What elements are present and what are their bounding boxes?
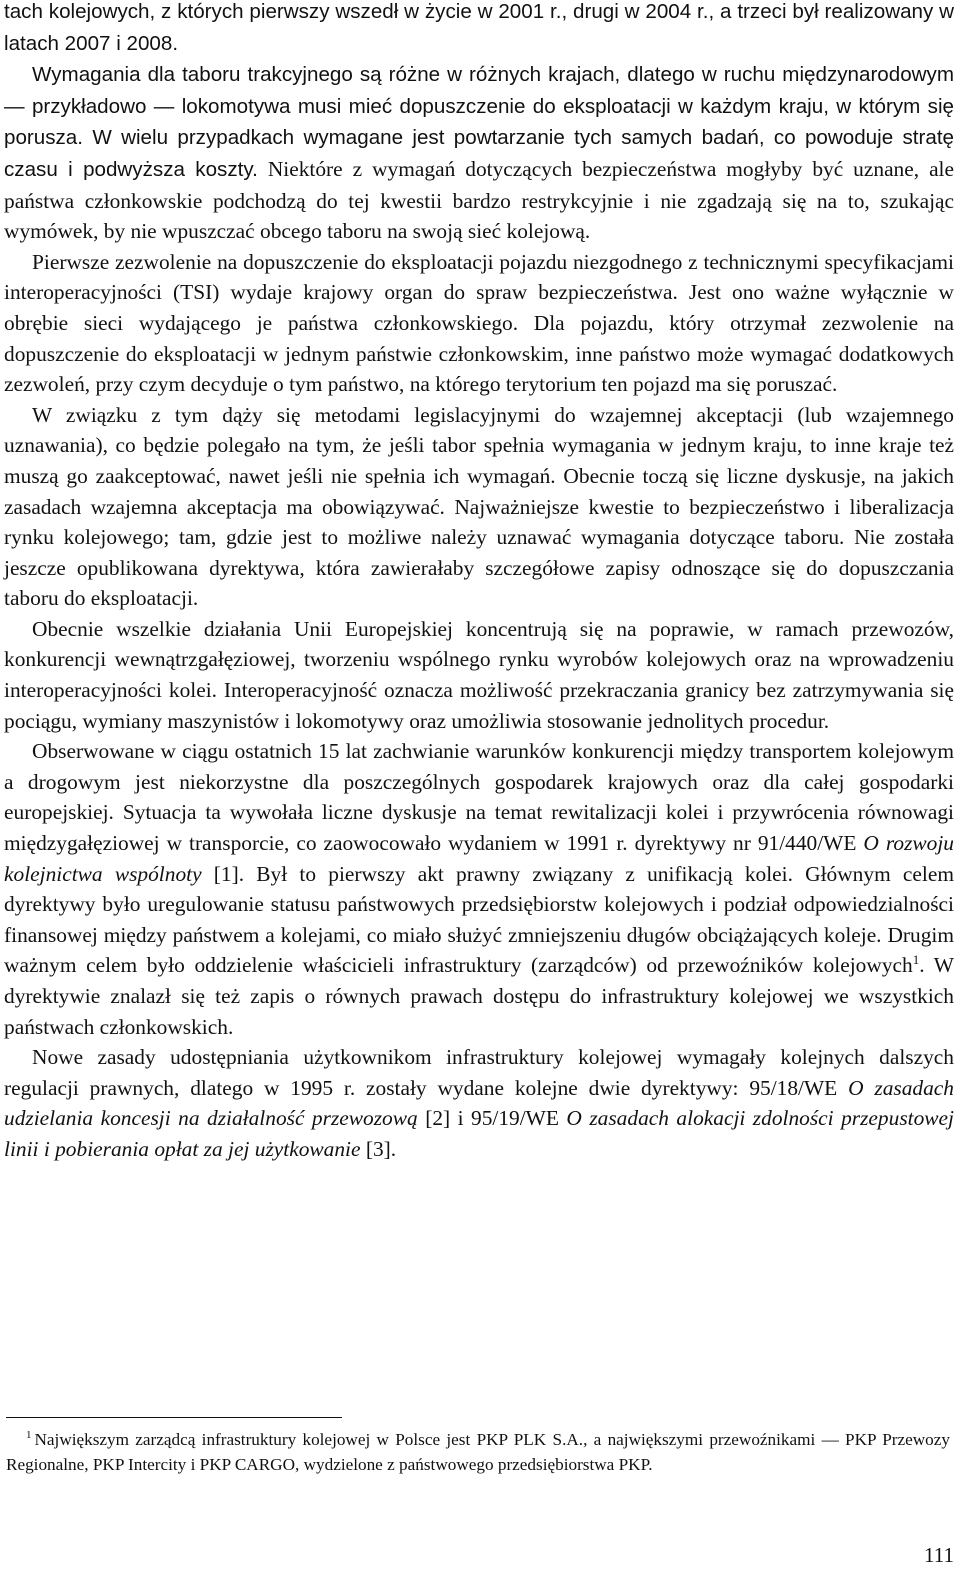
italic-title: O zasadach udzielania koncesji na działalność przewozową bbox=[4, 1075, 955, 1131]
footnote-text: Największym zarządcą infrastruktury kolejowej w Polsce jest PKP PLK S.A., a największymi przewoźnikami — PKP Przewozy Regionalne, PKP Intercity i PKP CARGO, wydzielone z państwowego przedsiębiorstwa PKP. bbox=[6, 1430, 950, 1474]
footnote-reference: 1 bbox=[912, 952, 920, 968]
text-run: tach kolejowych, z których pierwszy wszedł w życie w 2001 r., drugi w 2004 r., a trzeci był realizowany w latach 2007 i 2008. bbox=[4, 0, 954, 55]
text-run: Pierwsze zezwolenie na dopuszczenie do eksploatacji pojazdu niezgodnego z technicznymi specyfikacjami interoperacyjności (TSI) wydaje krajowy organ do spraw bezpieczeństwa. Jest ono ważne wyłącznie w obrębie sieci wydającego je państwa członkowskiego. Dla pojazdu, który otrzymał zezwolenie na dopuszczenie do eksploatacji w jednym państwie członkowskim, inne państwo może wymagać dodatkowych zezwoleń, przy czym decyduje o tym państwo, na którego terytorium ten pojazd ma się poruszać. bbox=[4, 249, 954, 397]
paragraph bbox=[4, 247, 954, 400]
paragraph bbox=[4, 614, 954, 736]
text-run: Wymagania dla taboru trakcyjnego są różne w różnych krajach, dlatego w ruchu międzynarodowym — przykładowo — lokomotywa musi mieć dopuszczenie do eksploatacji w każdym kraju, w którym się porusza. W wielu przypadkach wymagane jest powtarzanie tych samych badań, co powoduje stratę czasu i podwyższa koszty. bbox=[4, 63, 954, 181]
text-run: [1]. Był to pierwszy akt prawny związany z unifikacją kolei. Głównym celem dyrektywy było uregulowanie statusu państwowych przedsiębiorstw kolejowych i podział odpowiedzialności finansowej między państwem a kolejami, co miało służyć zmniejszeniu długów obciążających koleje. Drugim ważnym celem było oddzielenie właścicieli infrastruktury (zarządców) od przewoźników kolejowych bbox=[4, 861, 954, 978]
paragraph bbox=[4, 400, 954, 614]
italic-title: O zasadach alokacji zdolności przepustowej linii i pobierania opłat za jej użytkowanie bbox=[4, 1106, 954, 1161]
body-text bbox=[4, 0, 954, 1165]
paragraph bbox=[4, 59, 954, 247]
text-run: Nowe zasady udostępniania użytkownikom infrastruktury kolejowej wymagały kolejnych dalszych regulacji prawnych, dlatego w 1995 r. zostały wydane kolejne dwie dyrektywy: 95/18/WE bbox=[4, 1045, 954, 1100]
footnote-separator bbox=[6, 1417, 342, 1418]
text-run: Niektóre z wymagań dotyczących bezpieczeństwa mogłyby być uznane, ale państwa członkowskie podchodzą do tej kwestii bardzo restrykcyjnie i nie zgadzają się na to, szukając wymówek, by nie wpuszczać obcego taboru na swoją sieć kolejową. bbox=[4, 156, 954, 244]
paragraph bbox=[4, 1042, 954, 1164]
text-run: Obserwowane w ciągu ostatnich 15 lat zachwianie warunków konkurencji między transportem kolejowym a drogowym jest niekorzystne dla poszczególnych gospodarek krajowych oraz dla całej gospodarki europejskiej. Sytuacja ta wywołała liczne dyskusje na temat rewitalizacji kolei i przywrócenia równowagi międzygałęziowej w transporcie, co zaowocowało wydaniem w 1991 r. dyrektywy nr 91/440/WE bbox=[4, 739, 954, 856]
paragraph bbox=[4, 736, 954, 1042]
italic-title: O rozwoju kolejnictwa wspólnoty bbox=[4, 831, 954, 886]
text-run: [2] i 95/19/WE bbox=[417, 1106, 567, 1131]
footnotes bbox=[6, 1428, 950, 1477]
text-run: Obecnie wszelkie działania Unii Europejskiej koncentrują się na poprawie, w ramach przewozów, konkurencji wewnątrzgałęziowej, tworzeniu wspólnego rynku wyrobów kolejowych oraz na wprowadzeniu interoperacyjności kolei. Interoperacyjność oznacza możliwość przekraczania granicy bez zatrzymywania się pociągu, wymiany maszynistów i lokomotywy oraz umożliwia stosowanie jednolitych procedur. bbox=[4, 616, 954, 733]
footnote-1 bbox=[6, 1428, 950, 1477]
page-number: 111 bbox=[924, 1543, 954, 1567]
text-run: W związku z tym dąży się metodami legislacyjnymi do wzajemnej akceptacji (lub wzajemnego uznawania), co będzie polegało na tym, że jeśli tabor spełnia wymagania w jednym kraju, to inne kraje też muszą go zaakceptować, nawet jeśli nie spełnia ich wymagań. Obecnie toczą się liczne dyskusje, na jakich zasadach wzajemna akceptacja ma obowiązywać. Najważniejsze kwestie to bezpieczeństwo i liberalizacja rynku kolejowego; tam, gdzie jest to możliwe należy uznawać wymagania dotyczące taboru. Nie została jeszcze opublikowana dyrektywa, która zawierałaby szczegółowe zapisy odnoszące się do dopuszczania taboru do eksploatacji. bbox=[4, 402, 954, 611]
text-run: [3]. bbox=[360, 1136, 397, 1161]
text-run: . W dyrektywie znalazł się też zapis o równych prawach dostępu do infrastruktury kolejowej we wszystkich państwach członkowskich. bbox=[4, 953, 954, 1039]
paragraph bbox=[4, 0, 954, 59]
footnote-marker: 1 bbox=[26, 1429, 32, 1442]
